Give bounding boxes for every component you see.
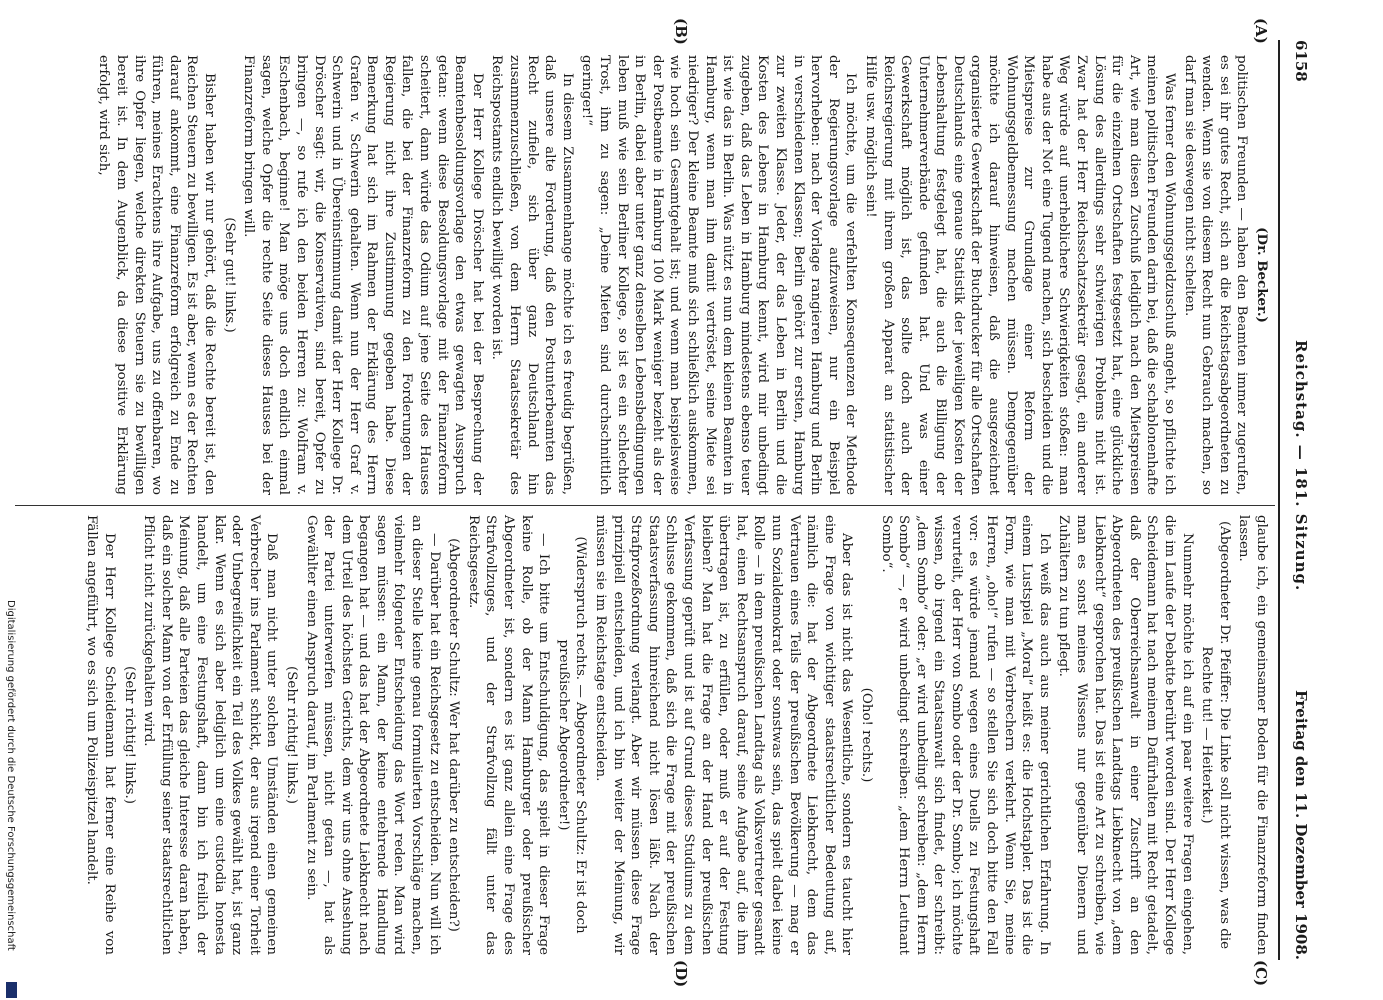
left-column xyxy=(20,55,1270,495)
margin-mark-a: (A) xyxy=(1252,18,1270,44)
speaker-heading: (Dr. Becker.) xyxy=(1254,227,1270,323)
margin-mark-c: (C) xyxy=(1252,960,1270,987)
paragraph: Aber das ist nicht das Wesentliche, sondern es taucht hier eine Frage von wichtiger staatsrechtlicher Bedeutung auf, nämlich die: hat der Abgeordnete Liebknecht, dem das Vertrauen eines Teils der preußischen Bevölkerung — mag er nun Sozialdemokrat oder sonstwas sein, das spielt dabei keine Rolle — in dem preußischen Landtag als Volksvertreter gesandt hat, einen Rechtsanspruch darauf, seine Aufgabe auf, die ihm übertragen ist, zu erfüllen, oder muß er auf der Festung bleiben? Man hat die Frage an der Hand der preußischen Verfassung geprüft und ist auf Grund dieses Studiums zu dem Schlusse gekommen, daß sich die Frage mit der preußischen Staatsverfassung hinreichend nicht lösen läßt. Nach der Strafprozeßordnung verlangt. Aber wir müssen diese Frage prinzipiell entscheiden, und ich bin weiter der Meinung, wir müssen sie im Reichstage entscheiden. xyxy=(593,515,855,955)
paragraph: Ich weiß das auch aus meiner gerichtlichen Erfahrung. In einem Lustspiel „Moral“ heißt es: die Hochstapler. Das ist die Form, wie man mit Verbrechern verkehrt. Wenn Sie, meine Herren, „oho!“ rufen — so stellen Sie sich doch bitte den Fall vor: es würde jemand wegen eines Duells zu Festungshaft verurteilt, der Herr von Sombo oder der Dr. Sombo; ich möchte wissen, ob irgend ein Staatsanwalt sich findet, der schreibt: „dem Sombo“ oder: „er wird unbedingt schreiben: „dem Herrn Sombo“ —, er wird unbedingt schreiben: „dem Herrn Leutnant Sombo“. xyxy=(878,515,1052,955)
paragraph: Nunmehr möchte ich auf ein paar weitere Fragen eingehen, die im Laufe der Debatte berührt worden sind. Der Herr Kollege Scheidemann hat nach meinem Dafürhalten mit Recht getadelt, daß der Oberreichsanwalt in einer Zuschrift an den Abgeordneten des preußischen Landtags Liebknecht von „dem Liebknecht“ gesprochen hat. Das ist eine Art zu schreiben, wie man es sonst meines Wissens nur gegenüber Dienern und Zuhältern zu tun pflegt. xyxy=(1056,515,1195,955)
margin-mark-d: (D) xyxy=(672,960,690,988)
stamp-text: Digitalisierung gefördert durch die Deutsche Forschungsgemeinschaft xyxy=(5,600,16,951)
paragraph: Ich möchte, um die verfehlten Konsequenzen der Methode der Regierungsvorlage aufzuweisen, nur ein Beispiel hervorheben: nach der Vorlage rangieren Hamburg und Berlin in verschiedenen Klassen; Berlin gehört zur ersten, Hamburg zur zweiten Klasse. Jeder, der das Leben in Berlin und die Kosten des Lebens in Hamburg kennt, wird mir unbedingt zugeben, daß das Leben in Hamburg mindestens ebenso teuer ist wie das in Berlin. Was nützt es nun dem kleinen Beamten in Hamburg, wenn man ihm damit vertröstet, seine Miete sei niedriger? Der kleine Beamte muß sich schließlich auskommen, wie hoch sein Gesamtgehalt ist; und wenn man beispielsweise der Postbeamte in Hamburg 100 Mark weniger bezieht als der in Berlin, dabei aber unter ganz denselben Lebensbedingungen leben muß wie sein Berliner Kollege, so ist es ein schlechter Trost, ihm zu sagen: „Deine Mieten sind durchschnittlich geringer!“ xyxy=(579,55,859,495)
right-column xyxy=(20,515,1270,955)
paragraph: — Darüber hat ein Reichsgesetz zu entscheiden. Nun will ich an dieser Stelle keine genau formulierten Vorschläge machen, vielmehr folgender Entscheidung das Wort reden. Man wird sagen müssen: ein Mann, der keine entehrende Handlung begangen hat — und das hat der Abgeordnete Liebknecht nach dem Urteil des höchsten Gerichts, dem wir uns ohne Ansehung der Partei unterwerfen müssen, nicht getan —, hat als Gewählter einen Anspruch darauf, im Parlament zu sein. xyxy=(303,515,442,955)
paragraph: Der Herr Kollege Scheidemann hat ferner eine Reihe von Fällen angeführt, wo es sich um Polizeispitzel handelt. xyxy=(84,515,117,955)
margin-mark-b: (B) xyxy=(672,18,690,45)
paragraph: Bisher haben wir nur gehört, daß die Rechte bereit ist, den Reichen Steuern zu bewilligen. Es ist aber, wenn es der Rechten darauf ankommt, eine Finanzreform erfolgreich zu Ende zu führen, meines Erachtens ihre Aufgabe, uns zu offenbaren, wo ihre Opfer liegen, welche direkten Steuern sie zu bewilligen bereit ist. In dem Augenblick, da diese positive Erklärung erfolgt, wird sich, xyxy=(96,55,217,495)
page-header xyxy=(1280,40,1310,960)
paragraph: Daß man nicht unter solchen Umständen einen gemeinen Verbrecher ins Parlament schickt, der aus irgend einer Torheit oder Unbegreiflichkeit ein Teil des Volkes gewählt hat, ist ganz klar. Wenn es sich aber lediglich um eine custodia honesta handelt, um eine Festungshaft, dann bin ich freilich der Meinung, daß alle Parteien das gleiche Interesse daran haben, daß ein solcher Mann von der Erfüllung seiner staatsrechtlichen Pflicht nicht zurückgehalten wird. xyxy=(141,515,280,955)
column-divider xyxy=(15,505,1275,506)
header-rule xyxy=(1278,40,1280,960)
interjection: (Sehr richtig! links.) xyxy=(283,666,299,804)
applause-note: (Sehr gut! links.) xyxy=(221,217,237,333)
page-date: Freitag den 11. Dezember 1908. xyxy=(1292,690,1310,960)
interjection: (Widerspruch rechts. — Abgeordneter Schultz: Er ist doch preußischer Abgeordneter!) xyxy=(555,536,589,934)
paragraph: Was ferner den Wohnungsgeldzuschuß angeht, so pflichte ich meinen politischen Freunden darin bei, daß die schablonenhafte Art, wie man diesen Zuschuß lediglich nach den Mietspreisen für die einzelnen Ortschaften festgesetzt hat, eine glückliche Lösung des allerdings sehr schwierigen Problems nicht ist. Zwar hat der Herr Reichsschatzsekretär gesagt, ein anderer Weg würde auf unerheblichere Schwierigkeiten stoßen: man habe aus der Not eine Tugend machen, sich bescheiden und die Mietspreise zur Grundlage einer Reform der Wohnungsgeldbemessung machen müssen. Demgegenüber möchte ich darauf hinweisen, daß die ausgezeichnet organisierte Gewerkschaft der Buchdrucker für alle Ortschaften Deutschlands eine genaue Statistik der jeweiligen Kosten der Lebenshaltung festgelegt hat, die auch die Billigung der Unternehmerverbände gefunden hat. Und was einer Gewerkschaft möglich ist, das sollte doch auch der Reichsregierung mit ihrem großen Apparat an statistischer Hilfe usw. möglich sein! xyxy=(862,55,1178,495)
digitization-stamp xyxy=(4,600,18,1000)
interjection: (Oho! rechts.) xyxy=(858,687,874,783)
page-title: Reichstag. — 181. Sitzung. xyxy=(1292,340,1310,592)
interjection: (Abgeordneter Schultz: Wer hat darüber zu entscheiden?) xyxy=(446,538,462,932)
paragraph: Der Herr Kollege Dröscher hat bei der Besprechung der Beamtenbesoldungsvorlage den etwas gewagten Ausspruch getan: wenn diese Besoldungsvorlage mit der Finanzreform scheitert, dann würde das Odium auf jene Seite des Hauses fallen, die bei der Finanzreform zu den Forderungen der Regierung nicht ihre Zustimmung gegeben habe. Diese Bemerkung hat sich im Rahmen der Erklärung des Herrn Grafen v. Schwerin gehalten. Wenn nun der Herr Graf v. Schwerin und in Übereinstimmung damit der Herr Kollege Dr. Dröscher sagt: wir, die Konservativen, sind bereit, Opfer zu bringen —, so rufe ich den beiden Herren zu: Wolfram v. Eschenbach, beginne! Man möge uns doch endlich einmal sagen, welche Opfer die rechte Seite dieses Hauses bei der Finanzreform bringen will. xyxy=(241,55,485,495)
page-number: 6158 xyxy=(1292,40,1310,82)
interjection: (Abgeordneter Dr. Pfeiffer: Die Linke soll nicht wissen, was die Rechte tut! — Heiterkeit.) xyxy=(1199,520,1232,950)
paragraph: In diesem Zusammenhange möchte ich es freudig begrüßen, daß unsere alte Forderung, daß den Postunterbeamten das Recht zufiele, sich über ganz Deutschland hin zusammenzuschließen, von dem Herrn Staatssekretär des Reichspostamts endlich bewilligt worden ist. xyxy=(489,55,575,495)
paragraph: politischen Freunden — haben den Beamten immer zugerufen, es sei ihr gutes Recht, sich an die Reichstagsabgeordneten zu wenden. Wenn sie von diesem Recht nun Gebrauch machen, so darf man sie deswegen nicht schelten. xyxy=(1181,55,1250,495)
interjection: (Sehr richtig! links.) xyxy=(121,666,137,804)
dfg-logo-icon xyxy=(6,982,17,998)
paragraph: glaube ich, ein gemeinsamer Boden für die Finanzreform finden lassen. xyxy=(1236,515,1269,955)
paragraph: — Ich bitte um Entschuldigung, das spielt in dieser Frage keine Rolle, ob der Mann Hamburger oder preußischer Abgeordneter ist, sondern es ist ganz allein eine Frage des Strafvollzuges, und der Strafvollzug fällt unter das Reichsgesetz. xyxy=(465,515,552,955)
